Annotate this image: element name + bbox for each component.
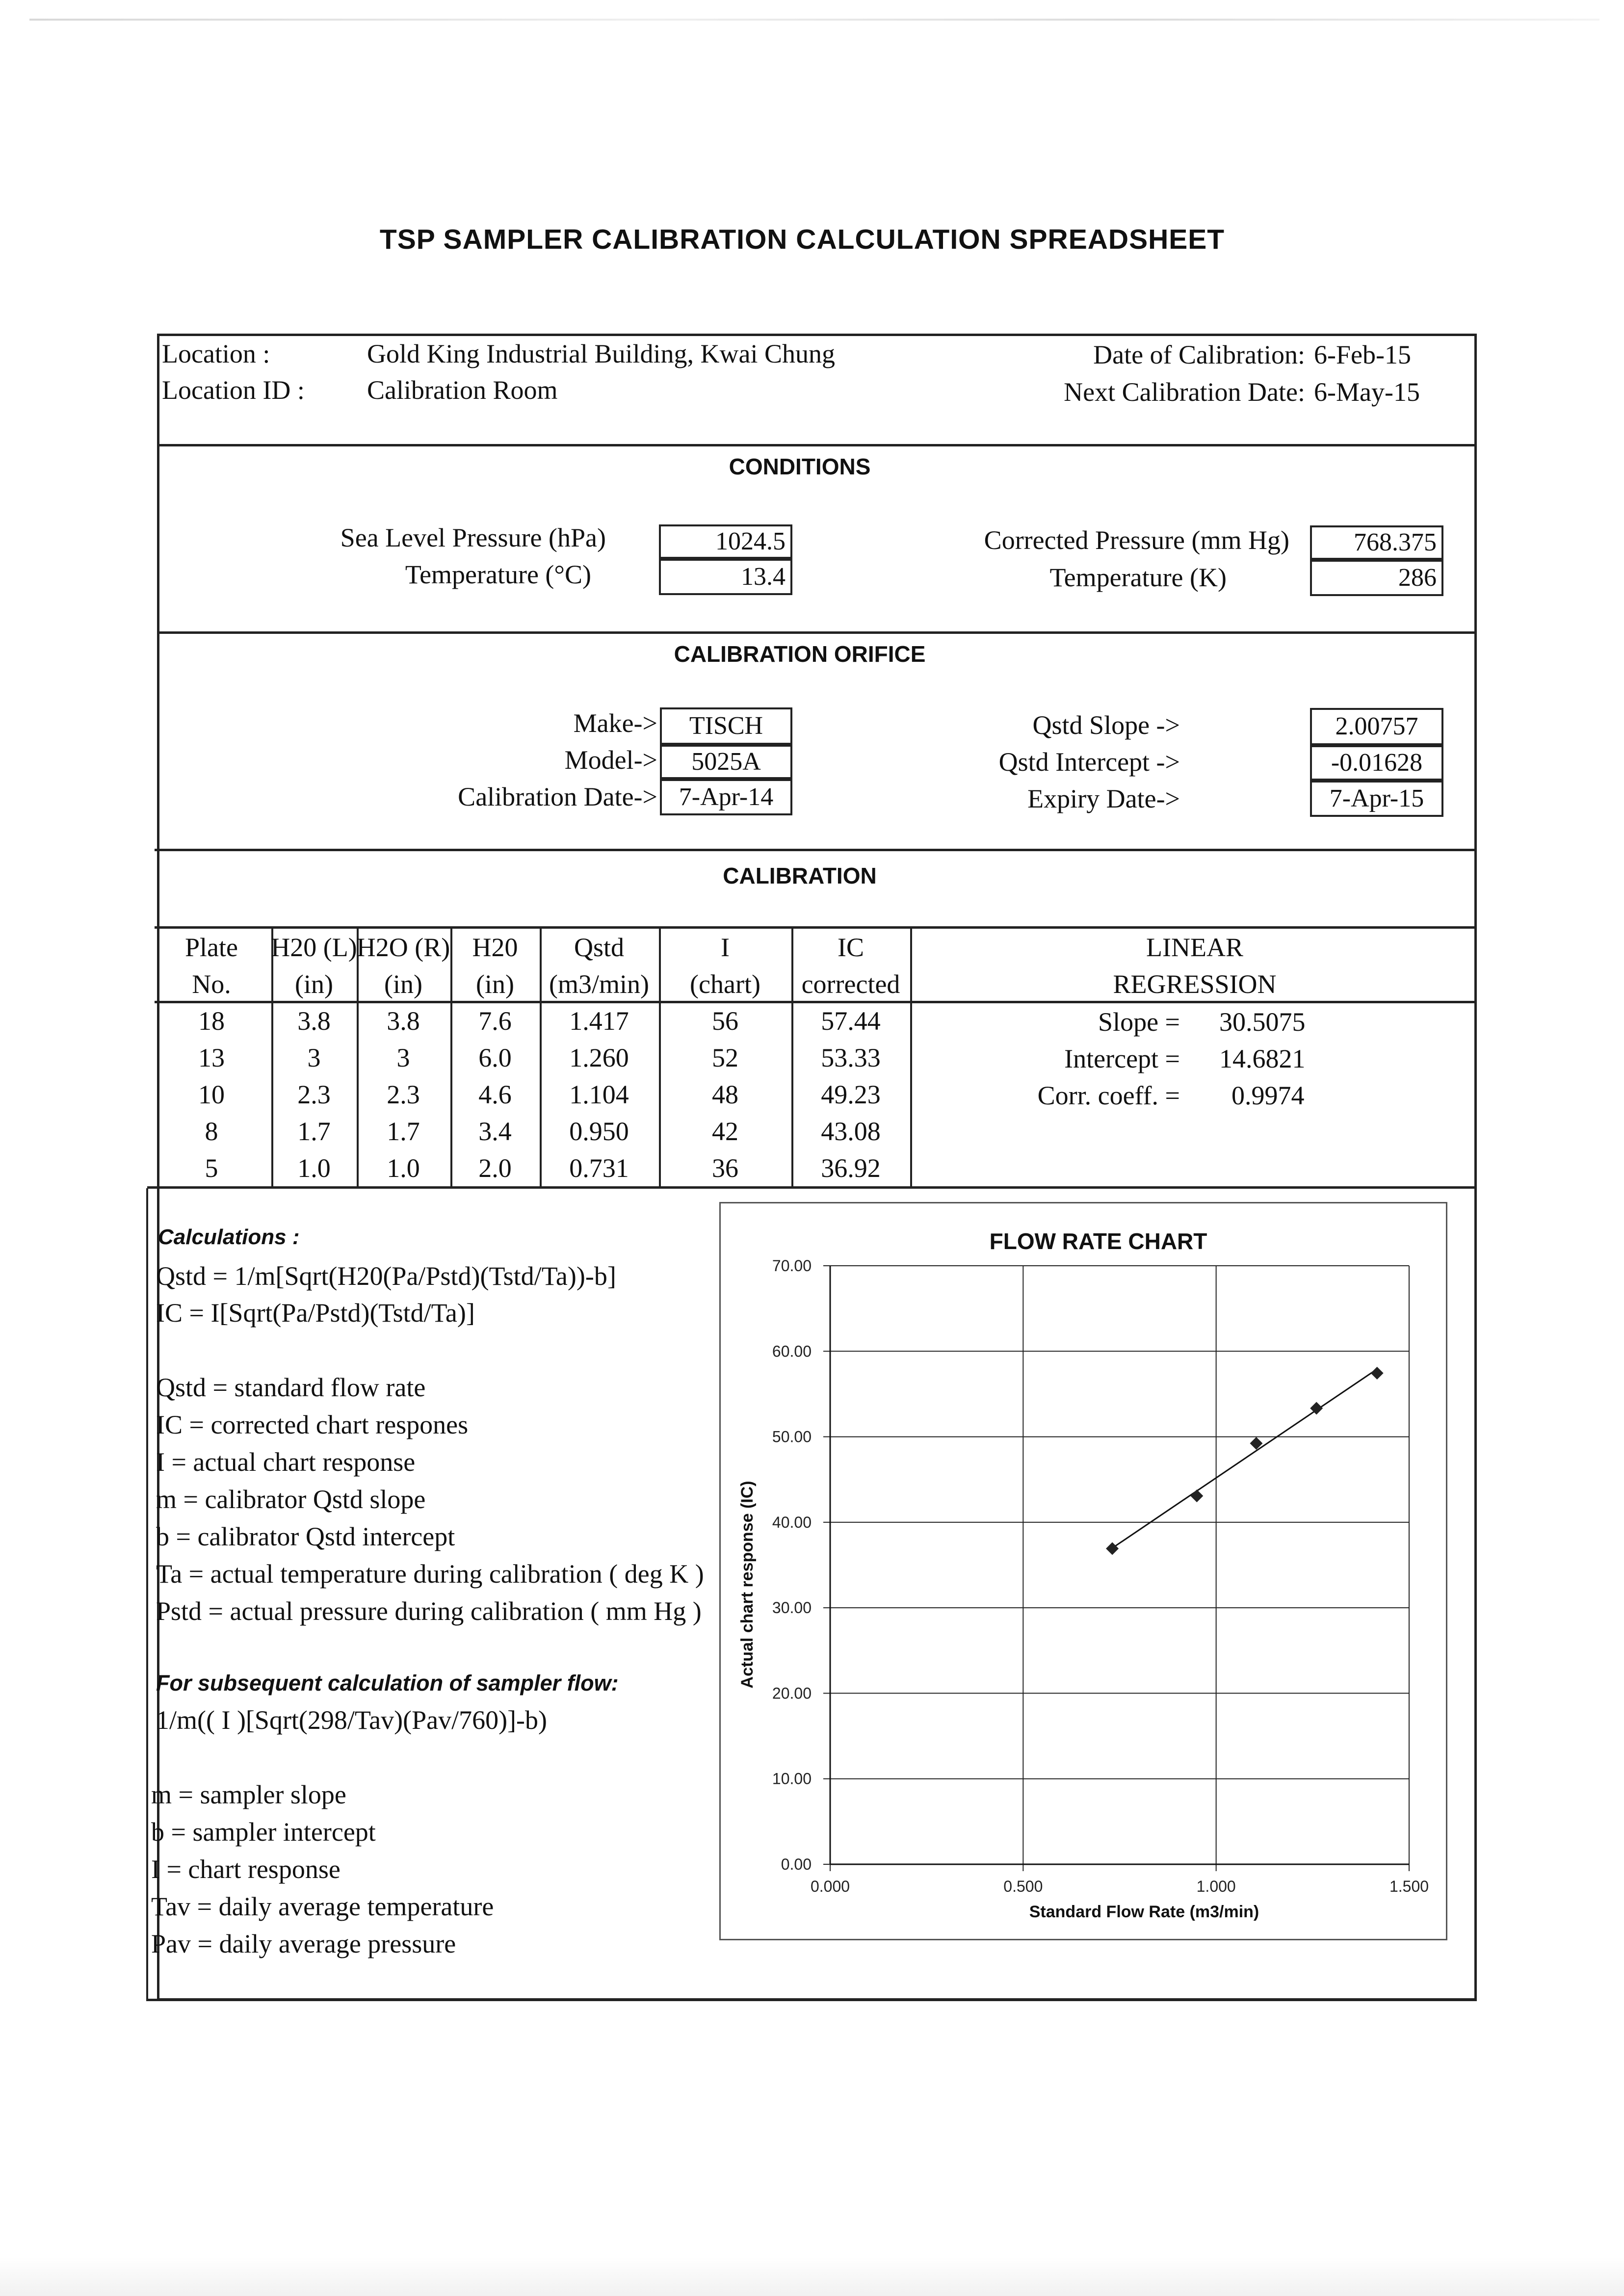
table-header-cell: (chart) (690, 969, 760, 999)
table-header-cell: H2O (R) (356, 933, 450, 962)
sampler-definition-line: m = sampler slope (151, 1780, 346, 1809)
table-header-cell: (m3/min) (549, 969, 649, 999)
table-cell: 1.417 (569, 1006, 629, 1036)
table-cell: 7.6 (478, 1006, 512, 1036)
formula-qstd: Qstd = 1/m[Sqrt(H20(Pa/Pstd)(Tstd/Ta))-b] (156, 1261, 616, 1291)
definition-line: Qstd = standard flow rate (156, 1373, 426, 1402)
location-id-value: Calibration Room (367, 375, 558, 405)
divider-conditions (157, 631, 1477, 634)
y-tick-label: 40.00 (772, 1513, 812, 1531)
table-cell: 1.7 (387, 1117, 420, 1146)
definition-line: Ta = actual temperature during calibration ( deg K ) (156, 1559, 704, 1589)
make-value: TISCH (660, 707, 792, 745)
expiry-date-label: Expiry Date-> (1027, 784, 1180, 813)
table-header-cell: (in) (384, 969, 422, 999)
definition-line: m = calibrator Qstd slope (156, 1485, 426, 1514)
regression-intercept-value: 14.6821 (1219, 1044, 1306, 1073)
table-cell: 49.23 (821, 1080, 881, 1109)
table-cell: 1.104 (569, 1080, 629, 1109)
table-header-cell: (in) (476, 969, 514, 999)
y-tick-label: 10.00 (772, 1770, 812, 1788)
divider-header (157, 444, 1477, 446)
sea-level-pressure-value: 1024.5 (659, 524, 792, 559)
table-cell: 1.0 (387, 1153, 420, 1183)
table-cell: 13 (198, 1043, 225, 1072)
table-header-cell: I (721, 933, 730, 962)
table-header-cell: IC (838, 933, 864, 962)
divider-table-bottom (147, 1186, 1477, 1189)
location-label: Location : (162, 339, 270, 368)
data-point (1190, 1489, 1203, 1502)
flow-rate-chart (719, 1202, 1447, 1940)
regression-heading-line2: REGRESSION (1113, 969, 1277, 999)
frame-left-lower (146, 1188, 148, 2001)
scan-artifact-bottom (0, 2257, 1624, 2296)
orifice-calibration-date-value: 7-Apr-14 (660, 779, 792, 815)
corrected-pressure-value: 768.375 (1310, 525, 1443, 560)
table-cell: 43.08 (821, 1117, 881, 1146)
sampler-definition-line: I = chart response (151, 1854, 341, 1884)
calculations-heading: Calculations : (158, 1225, 300, 1249)
temperature-c-label: Temperature (°C) (405, 560, 591, 589)
orifice-heading: CALIBRATION ORIFICE (674, 641, 926, 667)
x-tick-label: 1.000 (1196, 1878, 1236, 1895)
date-of-calibration-label: Date of Calibration: (1093, 340, 1305, 369)
qstd-intercept-value: -0.01628 (1310, 745, 1443, 781)
table-cell: 57.44 (821, 1006, 881, 1036)
corrected-pressure-label: Corrected Pressure (mm Hg) (984, 525, 1289, 555)
regression-corr-label: Corr. coeff. = (1037, 1081, 1180, 1110)
definition-line: I = actual chart response (156, 1447, 416, 1477)
table-cell: 18 (198, 1006, 225, 1036)
temperature-k-label: Temperature (K) (1049, 563, 1227, 592)
table-cell: 5 (205, 1153, 218, 1183)
table-cell: 2.3 (297, 1080, 331, 1109)
table-cell: 36.92 (821, 1153, 881, 1183)
page-title: TSP SAMPLER CALIBRATION CALCULATION SPREADSHEET (379, 224, 1225, 255)
table-cell: 3 (307, 1043, 321, 1072)
definition-line: b = calibrator Qstd intercept (156, 1522, 455, 1551)
data-point (1371, 1367, 1384, 1380)
subsequent-formula: 1/m(( I )[Sqrt(298/Tav)(Pav/760)]-b) (156, 1705, 548, 1735)
table-cell: 3.4 (478, 1117, 512, 1146)
sea-level-pressure-label: Sea Level Pressure (hPa) (340, 523, 606, 552)
table-cell: 1.260 (569, 1043, 629, 1072)
table-cell: 1.7 (297, 1117, 331, 1146)
conditions-heading: CONDITIONS (729, 454, 871, 479)
qstd-slope-value: 2.00757 (1310, 708, 1443, 745)
table-cell: 3 (396, 1043, 410, 1072)
model-value: 5025A (660, 745, 792, 779)
table-cell: 8 (205, 1117, 218, 1146)
regression-heading-line1: LINEAR (1146, 933, 1243, 962)
next-calibration-label: Next Calibration Date: (1064, 377, 1305, 407)
regression-slope-label: Slope = (1098, 1007, 1180, 1037)
table-header-cell: (in) (295, 969, 333, 999)
frame-bottom (146, 1999, 1477, 2001)
table-cell: 36 (712, 1153, 738, 1183)
temperature-k-value: 286 (1310, 560, 1443, 596)
table-cell: 2.3 (387, 1080, 420, 1109)
y-tick-label: 50.00 (772, 1428, 812, 1446)
sampler-definition-line: Tav = daily average temperature (151, 1892, 494, 1921)
y-tick-label: 60.00 (772, 1342, 812, 1360)
table-cell: 3.8 (297, 1006, 331, 1036)
table-cell: 56 (712, 1006, 738, 1036)
qstd-intercept-label: Qstd Intercept -> (998, 747, 1180, 777)
table-header-cell: Qstd (574, 933, 624, 962)
temperature-c-value: 13.4 (659, 559, 792, 595)
table-cell: 42 (712, 1117, 738, 1146)
divider-orifice (155, 849, 1477, 851)
x-tick-label: 0.000 (810, 1878, 850, 1895)
regression-intercept-label: Intercept = (1064, 1044, 1180, 1073)
definition-line: Pstd = actual pressure during calibration ( mm Hg ) (156, 1596, 702, 1626)
date-of-calibration-value: 6-Feb-15 (1314, 340, 1411, 369)
calibration-date-label: Calibration Date-> (458, 782, 657, 811)
table-header-cell: Plate (185, 933, 238, 962)
table-cell: 0.950 (569, 1117, 629, 1146)
trendline (1112, 1369, 1377, 1548)
table-cell: 2.0 (478, 1153, 512, 1183)
scan-artifact-top (29, 19, 1599, 21)
table-cell: 52 (712, 1043, 738, 1072)
make-label: Make-> (573, 708, 657, 738)
chart-title: FLOW RATE CHART (989, 1228, 1207, 1254)
x-axis-label: Standard Flow Rate (m3/min) (1029, 1903, 1259, 1921)
x-tick-label: 1.500 (1389, 1878, 1429, 1895)
sampler-definition-line: b = sampler intercept (151, 1817, 376, 1847)
definition-line: IC = corrected chart respones (156, 1410, 469, 1439)
formula-ic: IC = I[Sqrt(Pa/Pstd)(Tstd/Ta)] (156, 1298, 475, 1328)
divider-table-header (155, 1001, 1477, 1003)
y-tick-label: 0.00 (781, 1855, 812, 1873)
data-point (1106, 1542, 1119, 1555)
table-header-cell: H20 (472, 933, 518, 962)
y-tick-label: 30.00 (772, 1599, 812, 1617)
table-cell: 1.0 (297, 1153, 331, 1183)
sampler-definition-line: Pav = daily average pressure (151, 1929, 456, 1958)
table-header-cell: corrected (801, 969, 900, 999)
calibration-heading: CALIBRATION (723, 863, 877, 888)
table-header-cell: H20 (L) (271, 933, 357, 962)
table-cell: 3.8 (387, 1006, 420, 1036)
table-cell: 6.0 (478, 1043, 512, 1072)
x-tick-label: 0.500 (1003, 1878, 1043, 1895)
table-cell: 0.731 (569, 1153, 629, 1183)
table-cell: 4.6 (478, 1080, 512, 1109)
regression-slope-value: 30.5075 (1219, 1007, 1306, 1037)
location-value: Gold King Industrial Building, Kwai Chung (367, 339, 835, 368)
location-id-label: Location ID : (162, 375, 305, 405)
divider-calibration-heading (155, 926, 1477, 929)
table-cell: 48 (712, 1080, 738, 1109)
qstd-slope-label: Qstd Slope -> (1032, 710, 1180, 740)
table-cell: 10 (198, 1080, 225, 1109)
y-tick-label: 20.00 (772, 1684, 812, 1702)
next-calibration-value: 6-May-15 (1314, 377, 1420, 407)
model-label: Model-> (564, 745, 657, 775)
y-axis-label: Actual chart response (IC) (738, 1481, 757, 1689)
table-header-cell: No. (192, 969, 231, 999)
y-tick-label: 70.00 (772, 1257, 812, 1275)
table-cell: 53.33 (821, 1043, 881, 1072)
subsequent-heading: For subsequent calculation of sampler flow: (156, 1670, 619, 1696)
expiry-date-value: 7-Apr-15 (1310, 781, 1443, 817)
regression-corr-value: 0.9974 (1231, 1081, 1305, 1110)
